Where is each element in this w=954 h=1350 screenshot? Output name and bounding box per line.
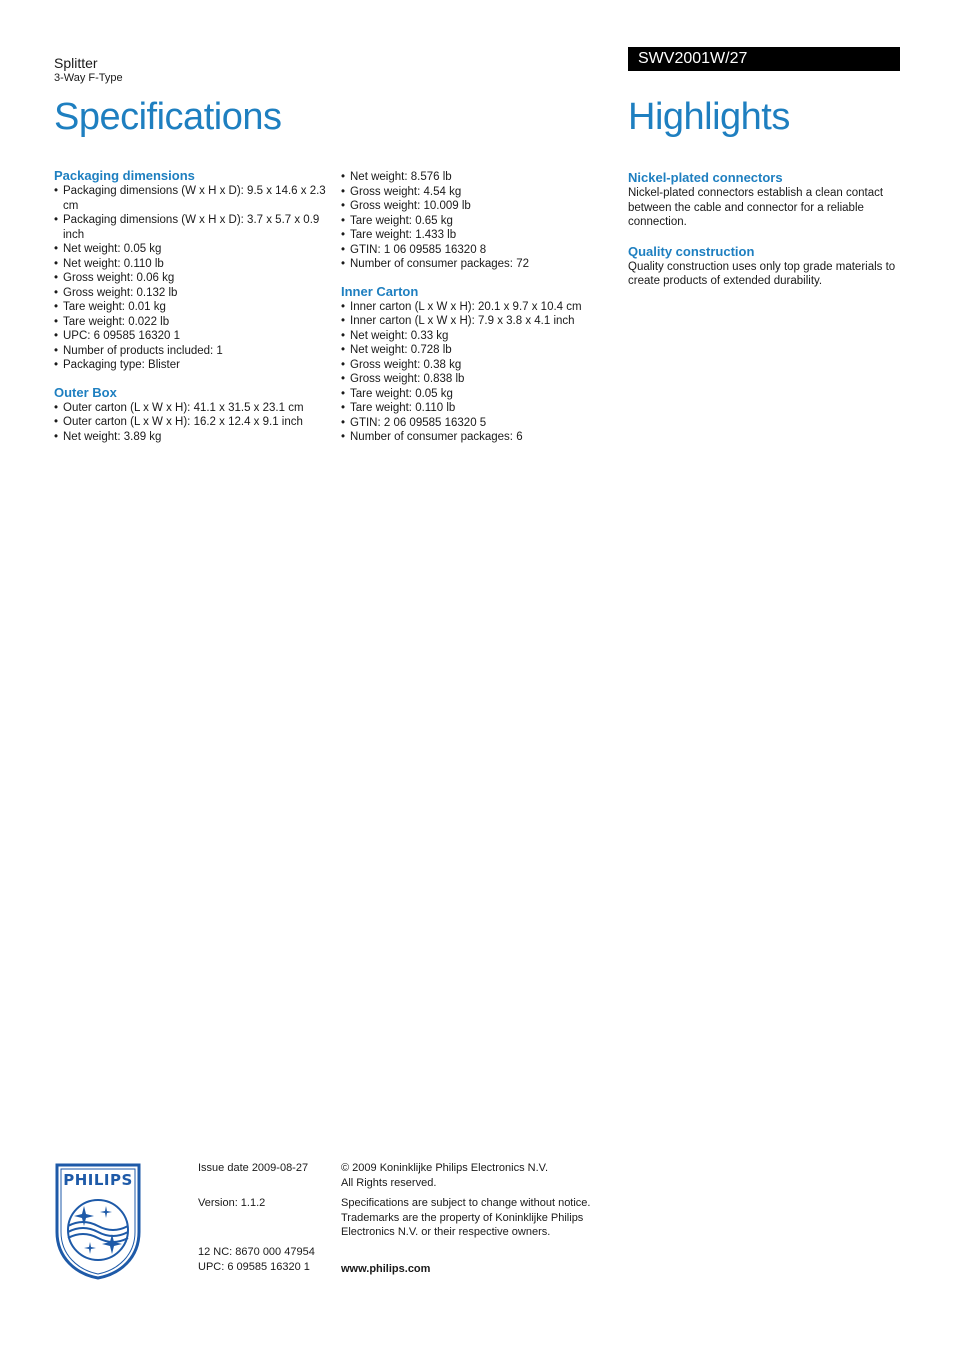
specs-column-left — [54, 168, 334, 456]
spec-item: • Inner carton (L x W x H): 7.9 x 3.8 x 4.1 inch — [341, 314, 611, 329]
spec-item: • Outer carton (L x W x H): 16.2 x 12.4 x 9.1 inch — [54, 415, 334, 430]
model-number-badge: SWV2001W/27 — [628, 47, 900, 71]
spec-item: • Gross weight: 0.38 kg — [341, 358, 611, 373]
section-heading: Outer Box — [54, 384, 117, 400]
highlight-text: Nickel-plated connectors establish a clean contact between the cable and connector for a reliable connection. — [628, 187, 884, 228]
spec-item: • Number of consumer packages: 6 — [341, 430, 611, 445]
spec-item: • Number of products included: 1 — [54, 344, 334, 359]
spec-item: • Number of consumer packages: 72 — [341, 257, 611, 272]
specifications-title: Specifications — [54, 96, 282, 138]
product-subtitle: 3-Way F-Type — [54, 72, 123, 84]
spec-item: • UPC: 6 09585 16320 1 — [54, 329, 334, 344]
issue-date: Issue date 2009-08-27 — [198, 1162, 309, 1174]
spec-item: • Gross weight: 0.838 lb — [341, 372, 611, 387]
spec-item: • Gross weight: 10.009 lb — [341, 199, 611, 214]
spec-item: • Tare weight: 0.022 lb — [54, 315, 334, 330]
spec-item: • Net weight: 0.728 lb — [341, 343, 611, 358]
spec-item: • Net weight: 0.110 lb — [54, 257, 334, 272]
spec-list — [341, 170, 611, 272]
spec-item: • Inner carton (L x W x H): 20.1 x 9.7 x 10.4 cm — [341, 300, 611, 315]
footer-legal-column — [341, 1161, 611, 1276]
website-link[interactable]: www.philips.com — [341, 1262, 431, 1275]
notice-line-2: Trademarks are the property of Koninklijke Philips — [341, 1211, 584, 1224]
notice-line-3: Electronics N.V. or their respective owners. — [341, 1226, 551, 1238]
spec-item: • Net weight: 0.05 kg — [54, 242, 334, 257]
spec-list — [54, 401, 334, 445]
spec-list — [54, 184, 334, 373]
section-heading: Packaging dimensions — [54, 168, 195, 183]
spec-list — [341, 300, 611, 445]
spec-item: • Packaging type: Blister — [54, 358, 334, 373]
highlight-heading: Nickel-plated connectors — [628, 170, 783, 185]
highlights-column — [628, 170, 900, 303]
spec-item: • Tare weight: 1.433 lb — [341, 228, 611, 243]
spec-item: • Net weight: 0.33 kg — [341, 329, 611, 344]
specs-column-right — [341, 170, 611, 457]
spec-item: • Gross weight: 0.132 lb — [54, 286, 334, 301]
spec-item: • Tare weight: 0.110 lb — [341, 401, 611, 416]
spec-item: • Tare weight: 0.01 kg — [54, 300, 334, 315]
spec-item: • Gross weight: 4.54 kg — [341, 185, 611, 200]
philips-shield-icon — [54, 1162, 142, 1280]
spec-item: • Packaging dimensions (W x H x D): 3.7 x 5.7 x 0.9 inch — [54, 213, 334, 242]
spec-item: • Tare weight: 0.65 kg — [341, 214, 611, 229]
spec-item: • Net weight: 8.576 lb — [341, 170, 611, 185]
product-name: Splitter — [54, 55, 98, 71]
spec-item: • Packaging dimensions (W x H x D): 9.5 x 14.6 x 2.3 cm — [54, 184, 334, 213]
spec-item: • Gross weight: 0.06 kg — [54, 271, 334, 286]
footer-meta-column — [198, 1161, 333, 1274]
spec-item: • GTIN: 2 06 09585 16320 5 — [341, 416, 611, 431]
footer-upc: UPC: 6 09585 16320 1 — [198, 1260, 310, 1273]
copyright-line-1: © 2009 Koninklijke Philips Electronics N.V. — [341, 1162, 549, 1174]
spec-item: • Tare weight: 0.05 kg — [341, 387, 611, 402]
spec-item: • GTIN: 1 06 09585 16320 8 — [341, 243, 611, 258]
philips-shield-logo — [54, 1162, 142, 1280]
copyright-line-2: All Rights reserved. — [341, 1176, 437, 1189]
brand-text: PHILIPS — [63, 1171, 133, 1189]
section-heading: Inner Carton — [341, 283, 419, 299]
nc-number: 12 NC: 8670 000 47954 — [198, 1246, 315, 1258]
highlight-heading: Quality construction — [628, 243, 755, 259]
notice-line-1: Specifications are subject to change without notice. — [341, 1197, 591, 1209]
spec-item: • Outer carton (L x W x H): 41.1 x 31.5 x 23.1 cm — [54, 401, 334, 416]
highlight-text: Quality construction uses only top grade materials to create products of extended durability. — [628, 260, 896, 287]
spec-item: • Net weight: 3.89 kg — [54, 430, 334, 445]
version: Version: 1.1.2 — [198, 1196, 266, 1209]
highlights-title: Highlights — [628, 96, 790, 138]
